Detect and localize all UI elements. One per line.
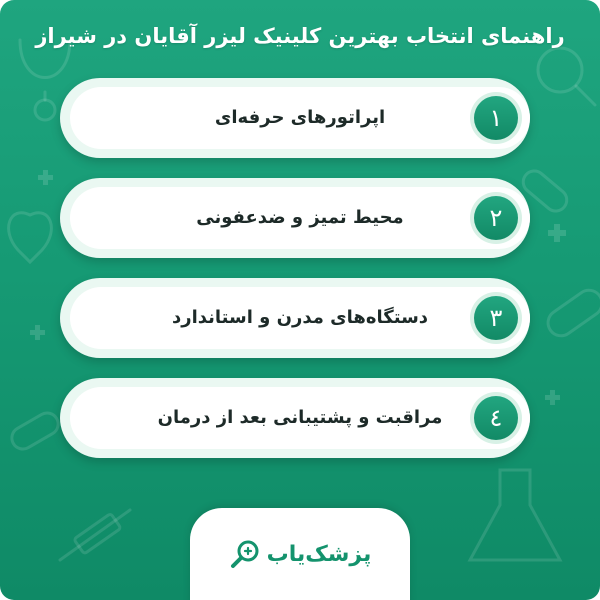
number-badge: ٣ [474, 296, 518, 340]
number-badge: ٤ [474, 396, 518, 440]
list-item-3 [60, 278, 530, 358]
number-badge: ٢ [474, 196, 518, 240]
number-badge: ١ [474, 96, 518, 140]
brand-logo[interactable] [218, 530, 382, 578]
pill-icon [543, 285, 600, 341]
list-item-label: مراقبت و پشتیبانی بعد از درمان [157, 407, 443, 428]
magnifier-icon [538, 48, 595, 105]
footer-logo-tab [190, 508, 410, 600]
list-item-card [70, 387, 530, 449]
list-item-4 [60, 378, 530, 458]
list-item-label: دستگاه‌های مدرن و استاندارد [171, 307, 429, 328]
syringe-icon [60, 510, 130, 560]
list-item-label: اپراتورهای حرفه‌ای [214, 107, 386, 128]
list-item-1 [60, 78, 530, 158]
magnifier-logo-icon [229, 538, 261, 570]
page-title: راهنمای انتخاب بهترین کلینیک لیزر آقایان در شیراز [35, 24, 565, 48]
list-item-card [70, 187, 530, 249]
list-item-2 [60, 178, 530, 258]
list-item-label: محیط تمیز و ضدعفونی [196, 207, 404, 228]
heart-icon [9, 213, 52, 262]
flask-icon [470, 470, 560, 560]
brand-name: پزشک‌یاب [266, 541, 372, 567]
list-item-card [70, 287, 530, 349]
list-item-card [70, 87, 530, 149]
